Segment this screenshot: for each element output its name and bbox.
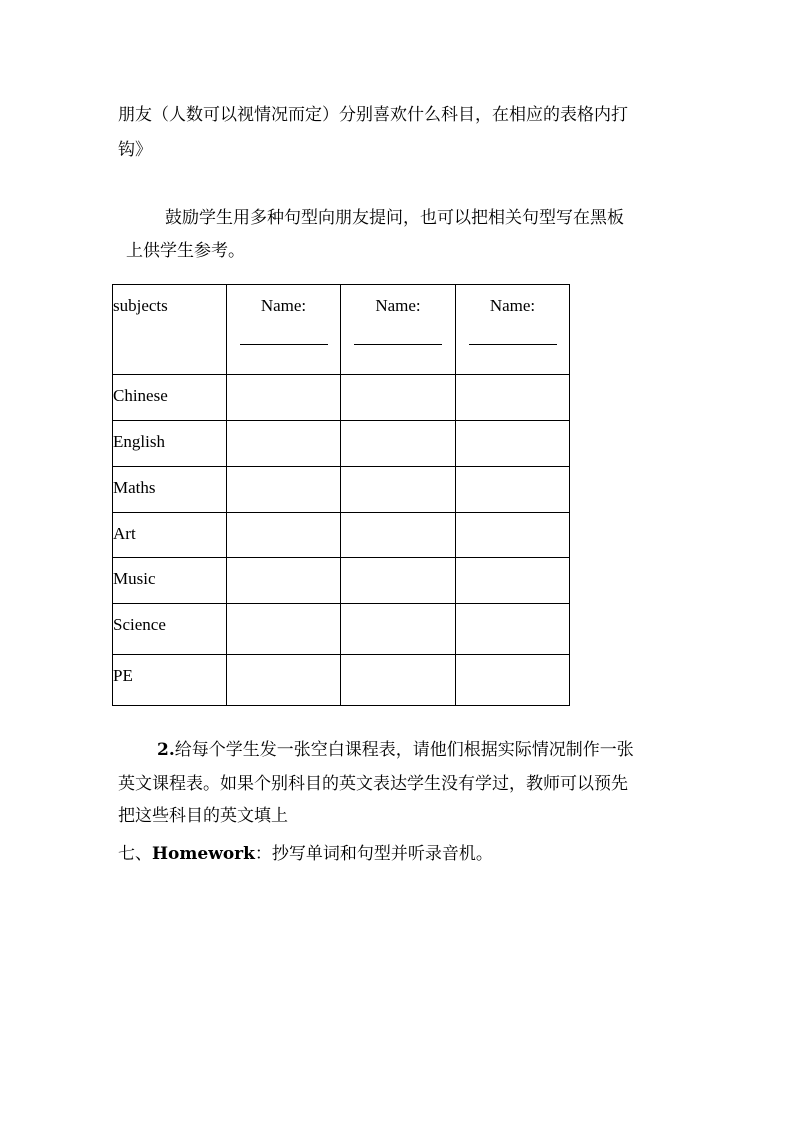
check-cell[interactable] bbox=[341, 558, 456, 604]
task2-paragraph-line1 bbox=[157, 739, 634, 761]
table-row bbox=[113, 604, 570, 655]
check-cell[interactable] bbox=[456, 558, 570, 604]
table-row bbox=[113, 513, 570, 558]
subject-cell bbox=[113, 421, 227, 467]
subject-cell bbox=[113, 655, 227, 706]
table-row bbox=[113, 655, 570, 706]
task2-number: 2. bbox=[157, 740, 175, 760]
subject-label: Maths bbox=[113, 478, 156, 497]
table-row bbox=[113, 421, 570, 467]
check-cell[interactable] bbox=[456, 467, 570, 513]
subject-cell bbox=[113, 558, 227, 604]
task2-paragraph-line2: 英文课程表。如果个别科目的英文表达学生没有学过，教师可以预先 bbox=[118, 774, 628, 794]
table-row bbox=[113, 375, 570, 421]
task2-text-line1: 给每个学生发一张空白课程表，请他们根据实际情况制作一张 bbox=[174, 740, 634, 760]
check-cell[interactable] bbox=[227, 558, 341, 604]
subject-label: Art bbox=[113, 524, 136, 543]
homework-text: ：抄写单词和句型并听录音机。 bbox=[254, 844, 493, 864]
encourage-paragraph-line1: 鼓励学生用多种句型向朋友提问，也可以把相关句型写在黑板 bbox=[165, 208, 624, 228]
subject-cell bbox=[113, 513, 227, 558]
header-name-cell-1 bbox=[227, 285, 341, 375]
check-cell[interactable] bbox=[227, 604, 341, 655]
task2-paragraph-line3: 把这些科目的英文填上 bbox=[118, 806, 288, 826]
subject-label: Music bbox=[113, 569, 156, 588]
name-blank-line-1 bbox=[240, 344, 328, 345]
check-cell[interactable] bbox=[227, 467, 341, 513]
intro-paragraph-line2: 钩》 bbox=[118, 140, 152, 160]
check-cell[interactable] bbox=[227, 655, 341, 706]
table-row bbox=[113, 467, 570, 513]
subject-label: Science bbox=[113, 615, 166, 634]
table-row bbox=[113, 558, 570, 604]
check-cell[interactable] bbox=[341, 467, 456, 513]
check-cell[interactable] bbox=[227, 513, 341, 558]
name-blank-line-3 bbox=[469, 344, 557, 345]
homework-line bbox=[118, 843, 493, 865]
check-cell[interactable] bbox=[456, 375, 570, 421]
homework-label: Homework bbox=[152, 844, 255, 864]
name-blank-line-2 bbox=[354, 344, 442, 345]
header-name-label-3: Name: bbox=[489, 296, 536, 315]
subject-cell bbox=[113, 467, 227, 513]
header-name-label-2: Name: bbox=[375, 296, 421, 315]
intro-paragraph-line1: 朋友（人数可以视情况而定）分别喜欢什么科目，在相应的表格内打 bbox=[118, 105, 628, 125]
check-cell[interactable] bbox=[227, 375, 341, 421]
subject-label: Chinese bbox=[113, 386, 168, 405]
subject-label: English bbox=[113, 432, 165, 451]
check-cell[interactable] bbox=[341, 513, 456, 558]
header-subjects-cell bbox=[113, 285, 227, 375]
check-cell[interactable] bbox=[456, 421, 570, 467]
check-cell[interactable] bbox=[456, 604, 570, 655]
section-number: 七、 bbox=[118, 844, 152, 864]
check-cell[interactable] bbox=[456, 513, 570, 558]
header-name-cell-2 bbox=[341, 285, 456, 375]
check-cell[interactable] bbox=[341, 655, 456, 706]
check-cell[interactable] bbox=[227, 421, 341, 467]
subject-label: PE bbox=[113, 666, 133, 685]
subject-cell bbox=[113, 375, 227, 421]
table-header-row bbox=[113, 285, 570, 375]
header-name-cell-3 bbox=[456, 285, 570, 375]
header-name-label-1: Name: bbox=[260, 296, 307, 315]
check-cell[interactable] bbox=[341, 375, 456, 421]
subject-survey-table bbox=[112, 284, 570, 706]
check-cell[interactable] bbox=[341, 604, 456, 655]
header-subjects-label: subjects bbox=[113, 296, 168, 315]
check-cell[interactable] bbox=[341, 421, 456, 467]
check-cell[interactable] bbox=[456, 655, 570, 706]
encourage-paragraph-line2: 上供学生参考。 bbox=[126, 241, 245, 261]
subject-cell bbox=[113, 604, 227, 655]
